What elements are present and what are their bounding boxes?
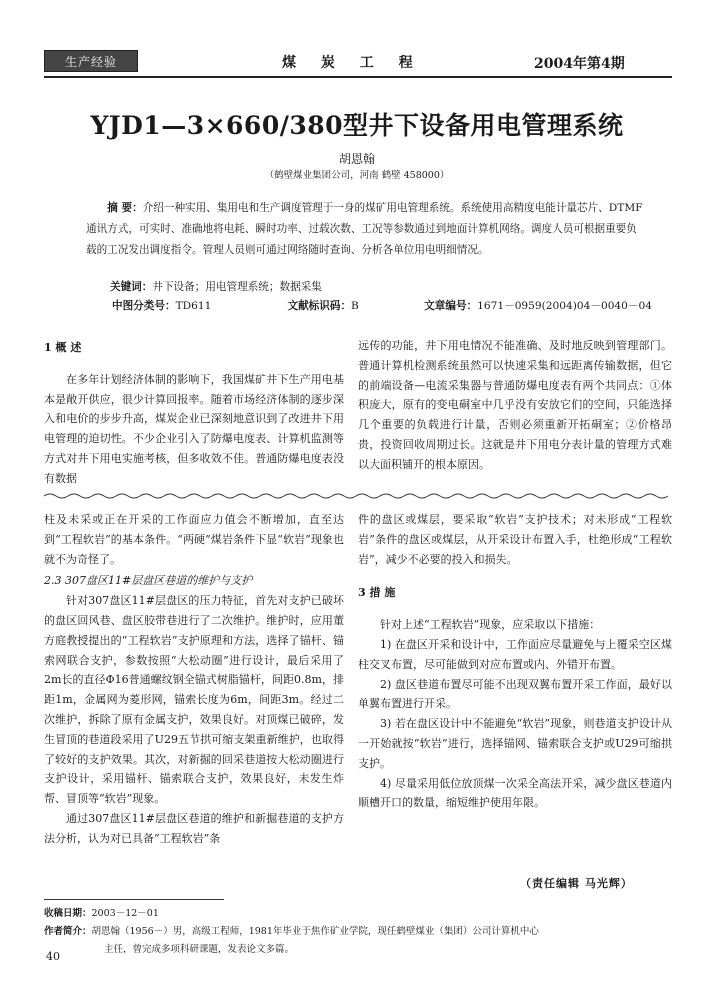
conclusion-paragraph: 件的盘区或煤层，要采取“软岩”支护技术；对未形成“工程软岩”条件的盘区或煤层，从开采设计布置入手，杜绝形成“工程软岩”，减少不必要的投入和损失。 (358, 513, 672, 566)
section-heading-1: 1 概 述 (44, 341, 82, 354)
page-number: 40 (46, 950, 60, 963)
classification-line (112, 298, 652, 313)
doc-code-value: B (351, 300, 359, 312)
abstract (86, 198, 646, 261)
clc-label: 中图分类号： (112, 300, 176, 312)
article-no-value: 1671－0959(2004)04－0040－04 (477, 300, 652, 312)
keywords (110, 279, 322, 294)
issue-label: 2004年第4期 (534, 56, 625, 72)
author-bio-cont: 主任，曾完成多项科研课题，发表论文多篇。 (104, 944, 295, 955)
wavy-divider (44, 492, 672, 500)
footnote-rule (44, 899, 224, 900)
subsection-heading-2-3: 2.3 307盘区11#层盘区巷道的维护与支护 (44, 574, 253, 588)
received-value: 2003－12－01 (91, 908, 159, 919)
measure-3: 3) 若在盘区设计中不能避免“软岩”现象，则巷道支护设计从一开始就按“软岩”进行，选择锚网、锚索联合支护或U29可缩拱支护。 (358, 717, 672, 770)
measure-1: 1) 在盘区开采和设计中，工作面应尽量避免与上覆采空区煤柱交叉布置，尽可能做到对应布置或内、外错开布置。 (358, 637, 672, 671)
doc-code-label: 文献标识码： (287, 300, 352, 312)
author-name: 胡恩翰 (338, 152, 375, 166)
section-heading-3: 3 措 施 (358, 586, 396, 600)
lower-right-column (358, 510, 672, 813)
received-label: 收稿日期： (44, 908, 92, 919)
article-no-label: 文章编号： (424, 300, 478, 312)
keywords-label: 关键词： (110, 281, 153, 293)
author-bio-line-1: 胡恩翰（1956－）男，高级工程师，1981年毕业于焦作矿业学院，现任鹤壁煤业（集团）公司计算机中心 (91, 926, 539, 937)
measure-4: 4) 尽量采用低位放顶煤一次采全高法开采，减少盘区巷道内顺槽开口的数量，缩短维护使用年限。 (358, 776, 672, 810)
clc-value: TD611 (175, 300, 212, 312)
article-title: YJD1—3×660/380型井下设备用电管理系统 (90, 111, 624, 140)
measures-intro: 针对上述“工程软岩”现象，应采取以下措施： (380, 618, 601, 632)
header-rule (44, 76, 672, 78)
upper-right-column (358, 336, 672, 475)
author-affiliation: （鹤壁煤业集团公司，河南 鹤壁 458000） (264, 170, 450, 181)
upper-left-column (44, 338, 344, 489)
received-date (44, 905, 159, 923)
lower-left-column (44, 510, 344, 849)
keywords-text: 井下设备；用电管理系统；数据采集 (152, 281, 322, 293)
soft-rock-paragraph: 柱及未采或正在开采的工作面应力值会不断增加，直至达到“工程软岩”的基本条件。“两硬”煤岩条件下显“软岩”现象也就不为奇怪了。 (44, 513, 344, 566)
abstract-text: 介绍一种实用、集用电和生产调度管理于一身的煤矿用电管理系统。系统使用高精度电能计量芯片、DTMF通讯方式，可实时、准确地将电耗、瞬时功率、过载次数、工况等参数通过到地面计算机网络。调度人员可根据重要负载的工况发出调度指令。管理人员则可通过网络随时查询、分析各单位用电明细情况。 (86, 202, 643, 256)
overview-paragraph-cont: 远传的功能，井下用电情况不能准确、及时地反映到管理部门。普通计算机检测系统虽然可以快速采集和远距离传输数据，但它的前端设备—电流采集器与普通防爆电度表有两个共同点：①体积庞大，原有的变电硐室中几乎没有安放它们的空间，只能选择几个重要的负载进行计量，否则必须重新开拓硐室；②价格昂贵，投资回收周期过长。这就是井下用电分表计量的管理方式难以大面积铺开的根本原因。 (358, 339, 672, 471)
support-paragraph: 针对307盘区11#层盘区的压力特征，首先对支护已破坏的盘区回风巷、盘区胶带巷进行了二次维护。维护时，应用董方庭教授提出的“工程软岩”支护原理和方法，选择了锚杆、锚索网联合支护，参数按照“大松动圈”进行设计，最后采用了2m长的直径Φ16普通螺纹钢全锚式树脂锚杆，间距0.8m，排距1m，金属网为菱形网，锚索长度为6m，间距3m。经过二次维护，拆除了原有金属支护，效果良好。对顶煤已破碎，发生冒顶的巷道段采用了U29五节拱可缩支架重新维护，也取得了较好的支护效果。其次，对新掘的回采巷道按大松动圈进行支护设计，采用锚杆、锚索联合支护，效果良好，未发生炸帮、冒顶等“软岩”现象。 (44, 594, 344, 806)
responsible-editor: （责任编辑 马光辉） (520, 877, 633, 890)
author-bio-label: 作者简介： (44, 926, 92, 937)
abstract-label: 摘 要： (107, 202, 143, 214)
author-bio (44, 923, 674, 941)
measure-2: 2) 盘区巷道布置尽可能不出现双翼布置开采工作面，最好以单翼布置进行开采。 (358, 677, 672, 711)
analysis-paragraph: 通过307盘区11#层盘区巷道的维护和新掘巷道的支护方法分析，认为对已具备“工程软岩”条 (44, 811, 344, 845)
overview-paragraph: 在多年计划经济体制的影响下，我国煤矿井下生产用电基本是敞开供应，很少计算回报率。随着市场经济体制的逐步深入和电价的步步升高，煤炭企业已深刻地意识到了改进井下用电管理的迫切性。不少企业引入了防爆电度表、计算机监测等方式对井下用电实施考核，但多收效不佳。普通防爆电度表没有数据 (44, 372, 344, 485)
journal-name: 煤 炭 工 程 (282, 55, 423, 71)
section-tag: 生产经验 (44, 50, 138, 72)
